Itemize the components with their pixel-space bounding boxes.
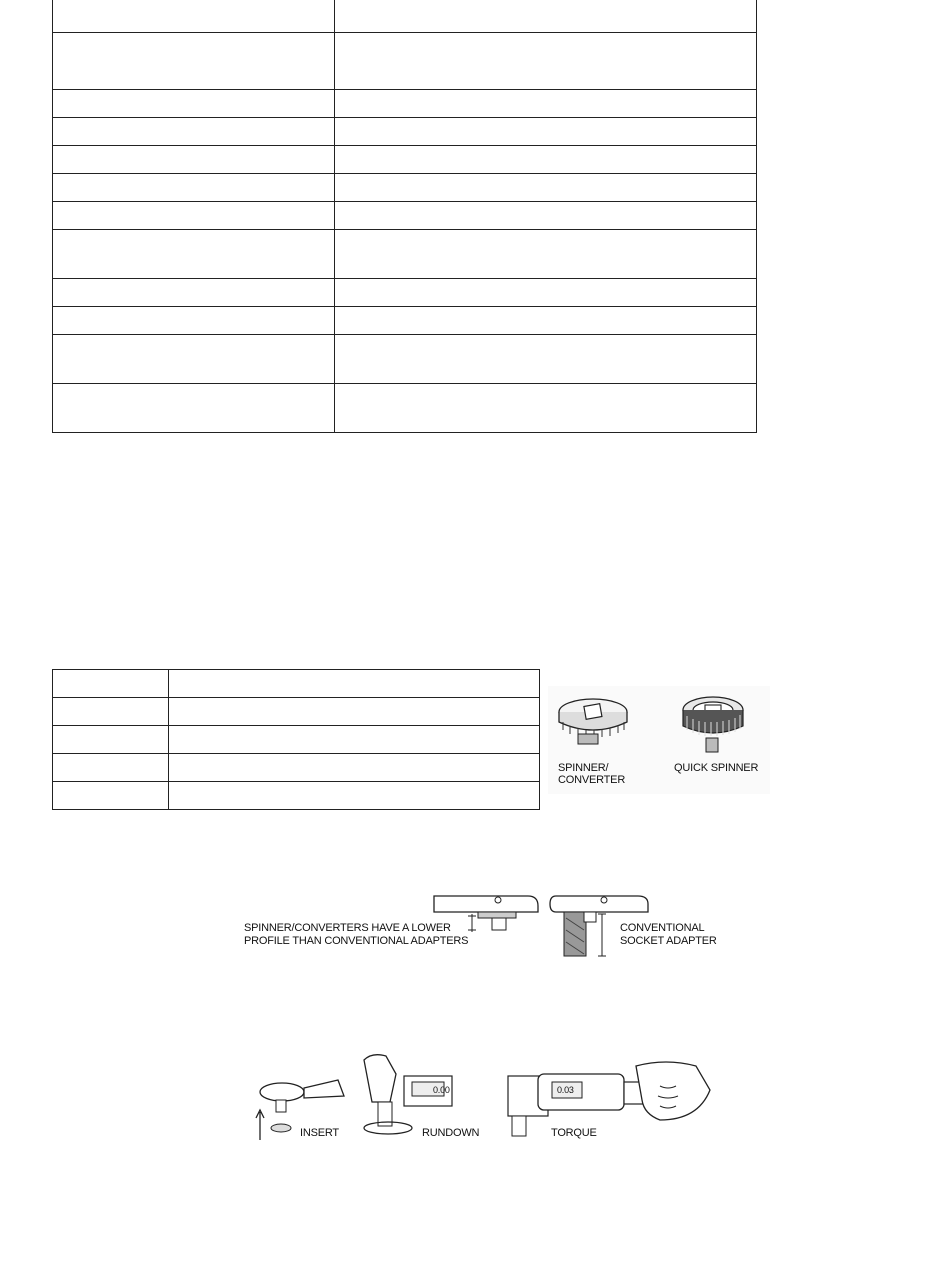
label-insert: INSERT xyxy=(300,1127,339,1139)
figure-spinners xyxy=(548,686,770,794)
table-border-bottom xyxy=(52,809,540,810)
table-border-left xyxy=(52,669,53,810)
table-column-divider xyxy=(168,669,169,810)
label-quick-spinner: QUICK SPINNER xyxy=(674,762,759,774)
row-divider xyxy=(52,173,757,174)
row-divider xyxy=(52,781,540,782)
label-profile-line2: PROFILE THAN CONVENTIONAL ADAPTERS xyxy=(244,935,469,947)
row-divider xyxy=(52,89,757,90)
table-border-right xyxy=(756,0,757,433)
spec-table-small xyxy=(52,669,540,811)
row-divider xyxy=(52,753,540,754)
label-spinner-converter-2: CONVERTER xyxy=(558,774,626,786)
label-torque: TORQUE xyxy=(551,1127,597,1139)
table-border-right xyxy=(539,669,540,810)
table-border-left xyxy=(52,0,53,433)
display-reading-torque: 0.03 xyxy=(557,1085,574,1095)
row-divider xyxy=(52,117,757,118)
row-divider xyxy=(52,145,757,146)
row-divider xyxy=(52,725,540,726)
label-rundown: RUNDOWN xyxy=(422,1127,480,1139)
row-divider xyxy=(52,334,757,335)
label-spinner-converter-1: SPINNER/ xyxy=(558,762,609,774)
figure-profile-comparison xyxy=(238,890,718,962)
label-conventional-line2: SOCKET ADAPTER xyxy=(620,935,717,947)
label-conventional-line1: CONVENTIONAL xyxy=(620,922,705,934)
row-divider xyxy=(52,697,540,698)
figure-torque-steps xyxy=(246,1040,716,1146)
display-reading-rundown: 0.00 xyxy=(433,1085,450,1095)
row-divider xyxy=(52,278,757,279)
table-column-divider xyxy=(334,0,335,433)
row-divider xyxy=(52,32,757,33)
row-divider xyxy=(52,306,757,307)
table-border-top xyxy=(52,669,540,670)
table-border-bottom xyxy=(52,432,757,433)
row-divider xyxy=(52,201,757,202)
row-divider xyxy=(52,383,757,384)
row-divider xyxy=(52,229,757,230)
spec-table-large xyxy=(52,0,758,433)
label-profile-line1: SPINNER/CONVERTERS HAVE A LOWER xyxy=(244,922,451,934)
